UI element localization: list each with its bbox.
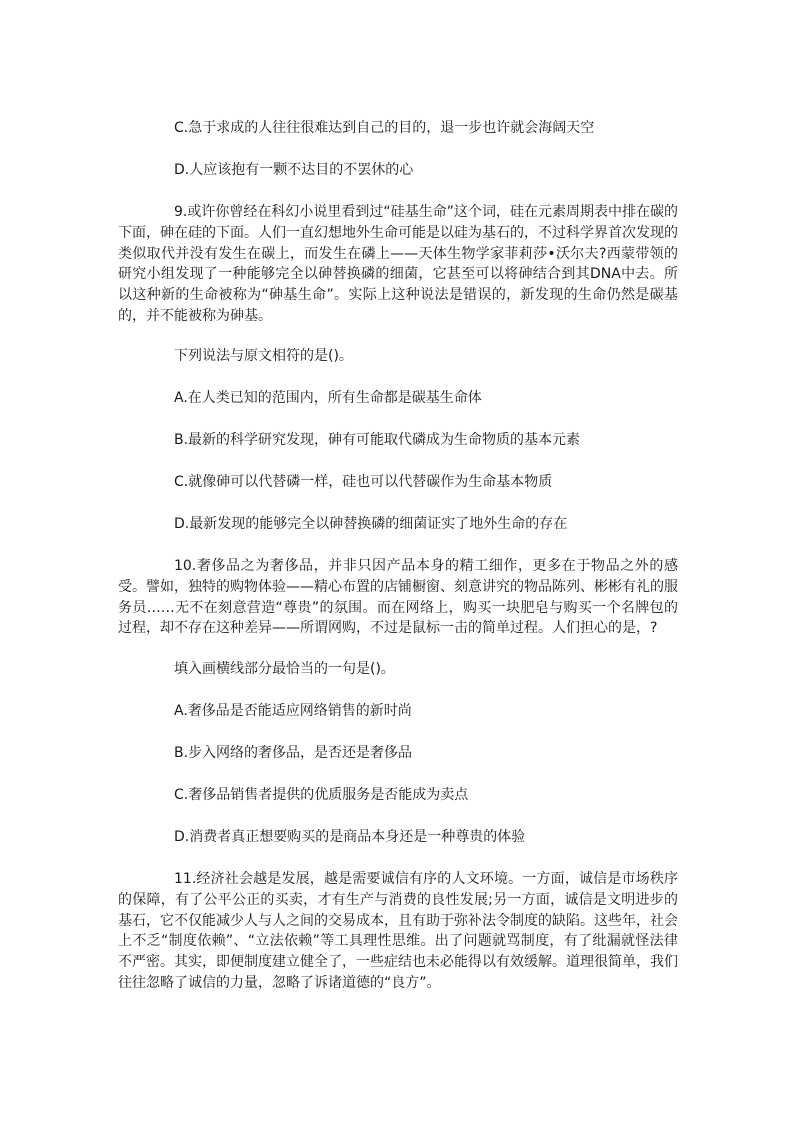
- q8-option-d: D.人应该抱有一颗不达目的不罢休的心: [174, 162, 414, 178]
- q9-option-a: A.在人类已知的范围内，所有生命都是碳基生命体: [174, 390, 482, 406]
- q10-option-a: A.奢侈品是否能适应网络销售的新时尚: [174, 703, 412, 719]
- q11-passage: 11.经济社会越是发展，越是需要诚信有序的人文环境。一方面，诚信是市场秩序的保障，有了公平公正的买卖，才有生产与消费的良性发展;另一方面，诚信是文明进步的基石，它不仅能减少人与人之间的交易成本，且有助于弥补法令制度的缺陷。这些年，社会上不乏“制度依赖”、“立法依赖”等工具理性思维。出了问题就骂制度，有了纰漏就怪法律不严密。其实，即便制度建立健全了，一些症结也未必能得以有效缓解。道理很简单，我们往往忽略了诚信的力量，忽略了诉诸道德的“良方”。: [118, 871, 678, 991]
- q9-option-b: B.最新的科学研究发现，砷有可能取代磷成为生命物质的基本元素: [174, 432, 581, 448]
- q9-option-c: C.就像砷可以代替磷一样，硅也可以代替碳作为生命基本物质: [174, 474, 553, 490]
- q9-option-d: D.最新发现的能够完全以砷替换磷的细菌证实了地外生命的存在: [174, 516, 568, 532]
- q10-option-c: C.奢侈品销售者提供的优质服务是否能成为卖点: [174, 787, 469, 803]
- q10-option-d: D.消费者真正想要购买的是商品本身还是一种尊贵的体验: [174, 829, 526, 845]
- q9-question: 下列说法与原文相符的是()。: [174, 348, 353, 364]
- q10-question: 填入画横线部分最恰当的一句是()。: [174, 661, 395, 677]
- q9-passage: 9.或许你曾经在科幻小说里看到过“硅基生命”这个词，硅在元素周期表中排在碳的下面，砷在硅的下面。人们一直幻想地外生命可能是以硅为基石的，不过科学界首次发现的类似取代并没有发生在碳上，而发生在磷上——天体生物学家菲莉莎•沃尔夫?西蒙带领的研究小组发现了一种能够完全以砷替换磷的细菌，它甚至可以将砷结合到其DNA中去。所以这种新的生命被称为“砷基生命”。实际上这种说法是错误的，新发现的生命仍然是碳基的，并不能被称为砷基。: [118, 204, 678, 324]
- q8-option-c: C.急于求成的人往往很难达到自己的目的，退一步也许就会海阔天空: [174, 120, 595, 136]
- q10-passage: 10.奢侈品之为奢侈品，并非只因产品本身的精工细作，更多在于物品之外的感受。譬如，独特的购物体验——精心布置的店铺橱窗、刻意讲究的物品陈列、彬彬有礼的服务员……无不在刻意营造“尊贵”的氛围。而在网络上，购买一块肥皂与购买一个名牌包的过程，却不存在这种差异——所谓网购，不过是鼠标一击的简单过程。人们担心的是，?: [118, 558, 678, 637]
- q10-option-b: B.步入网络的奢侈品，是否还是奢侈品: [174, 745, 413, 761]
